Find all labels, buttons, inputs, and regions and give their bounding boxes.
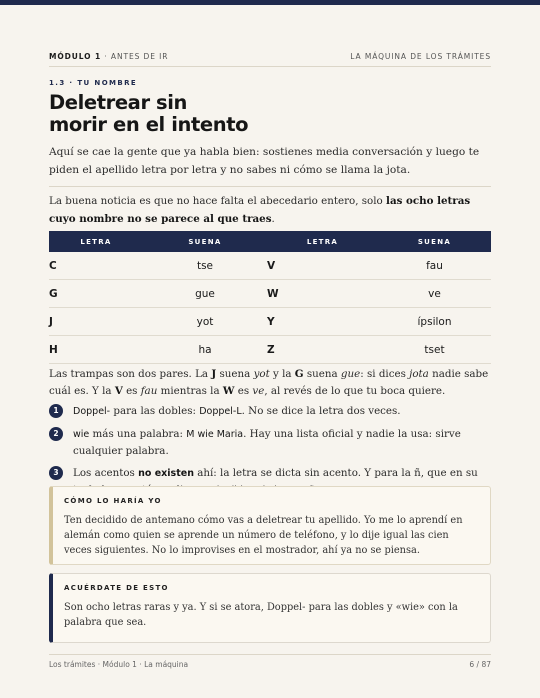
letters-table	[49, 231, 491, 364]
traps-letter: W	[222, 384, 235, 397]
step-code: Doppel-	[73, 406, 111, 417]
step-number-badge: 1	[49, 404, 63, 418]
step-text: . Hay una lista oficial y nadie la usa: sirve cualquier palabra.	[73, 428, 461, 457]
step-text: para las dobles:	[110, 405, 200, 417]
table-header-sound: SUENA	[143, 231, 267, 252]
sound-cell: yot	[143, 308, 267, 336]
list-item	[49, 426, 491, 459]
traps-text: suena	[216, 368, 254, 380]
step-text: . No se dice la letra dos veces.	[241, 405, 401, 417]
title-line-1: Deletrear sin	[49, 91, 188, 114]
sound-cell: tse	[143, 252, 267, 280]
sound-cell: gue	[143, 280, 267, 308]
intro-bold: las ocho letras cuyo nombre no se parece al que traes	[49, 195, 471, 225]
header-left	[49, 52, 168, 61]
sound-cell: fau	[378, 252, 491, 280]
traps-text: es	[234, 384, 253, 397]
sound-cell: ípsilon	[378, 308, 491, 336]
traps-letter: V	[114, 384, 123, 397]
running-header	[49, 52, 491, 61]
traps-sound: jota	[409, 368, 429, 380]
letter-cell: W	[267, 280, 378, 308]
lead-divider	[49, 186, 491, 187]
step-code: Doppel-L	[199, 406, 242, 417]
header-divider	[49, 66, 491, 67]
top-accent-bar	[0, 0, 540, 5]
sound-cell: ha	[143, 336, 267, 364]
page-title	[49, 92, 491, 136]
footer-left: Los trámites · Módulo 1 · La máquina	[49, 660, 189, 669]
sound-cell: tset	[378, 336, 491, 364]
traps-text: : si dices	[360, 368, 410, 380]
reminder-card	[49, 573, 491, 643]
letter-cell: C	[49, 252, 143, 280]
letter-cell: V	[267, 252, 378, 280]
title-line-2: morir en el intento	[49, 113, 249, 136]
traps-text: , al revés de lo que tu boca quiere.	[264, 384, 446, 397]
traps-paragraph	[49, 366, 491, 399]
letter-cell: J	[49, 308, 143, 336]
section-number: 1.3 · TU NOMBRE	[49, 79, 138, 87]
traps-text: Las trampas son dos pares. La	[49, 368, 212, 380]
traps-sound: gue	[340, 368, 361, 380]
letter-cell: Y	[267, 308, 378, 336]
letter-cell: Z	[267, 336, 378, 364]
table-row	[49, 336, 491, 364]
page-number: 6 / 87	[469, 660, 491, 669]
tip-card	[49, 486, 491, 565]
intro-before: La buena noticia es que no hace falta el abecedario entero, solo	[49, 195, 387, 207]
step-code: wie	[73, 429, 90, 440]
traps-text: suena	[303, 368, 341, 380]
header-module-sub: · ANTES DE IR	[101, 52, 169, 61]
step-number-badge: 2	[49, 427, 63, 441]
reminder-card-body: Son ocho letras raras y ya. Y si se atora, Doppel- para las dobles y «wie» con la palabra que sea.	[64, 602, 458, 628]
step-number-badge: 3	[49, 466, 63, 480]
step-bold: no existen	[138, 468, 194, 479]
traps-sound: fau	[140, 384, 158, 397]
header-right: LA MÁQUINA DE LOS TRÁMITES	[350, 52, 491, 61]
table-header-letter: LETRA	[267, 231, 378, 252]
step-text: más una palabra:	[89, 428, 187, 440]
traps-text: nadie sabe cuál es. Y la	[49, 368, 489, 397]
intro-after: .	[271, 213, 275, 225]
table-header-letter: LETRA	[49, 231, 143, 252]
traps-text: mientras la	[157, 384, 223, 397]
intro-paragraph	[49, 192, 491, 228]
table-header-sound: SUENA	[378, 231, 491, 252]
table-header-row	[49, 231, 491, 252]
step-code: M wie Maria	[186, 429, 244, 440]
traps-text: y la	[269, 368, 295, 380]
table-row	[49, 252, 491, 280]
sound-cell: ve	[378, 280, 491, 308]
letter-cell: H	[49, 336, 143, 364]
letter-cell: G	[49, 280, 143, 308]
tip-card-title: CÓMO LO HARÍA YO	[64, 497, 162, 505]
traps-letter: J	[211, 368, 217, 380]
list-item	[49, 403, 491, 420]
footer-divider	[49, 654, 491, 655]
traps-text: es	[122, 384, 141, 397]
table-row	[49, 308, 491, 336]
step-text: ahí: la letra se dicta sin acento. Y para la ñ, que en su	[197, 467, 478, 479]
lead-paragraph: Aquí se cae la gente que ya habla bien: sostienes media conversación y luego te piden el apellido letra por letra y no sabes ni cómo se llama la jota.	[49, 146, 480, 176]
table-row	[49, 280, 491, 308]
traps-sound: yot	[253, 368, 270, 380]
reminder-card-title: ACUÉRDATE DE ESTO	[64, 584, 169, 592]
header-module: MÓDULO 1	[49, 52, 102, 61]
traps-sound: ve	[252, 384, 265, 397]
page-footer	[49, 660, 491, 669]
step-text: Los acentos	[73, 467, 139, 479]
tip-card-body: Ten decidido de antemano cómo vas a deletrear tu apellido. Yo me lo aprendí en alemán como quien se aprende un número de teléfono, y lo dije igual las cien veces siguientes. No lo improvises en el mostrador, ahí ya no se piensa.	[64, 515, 463, 556]
traps-letter: G	[294, 368, 304, 380]
